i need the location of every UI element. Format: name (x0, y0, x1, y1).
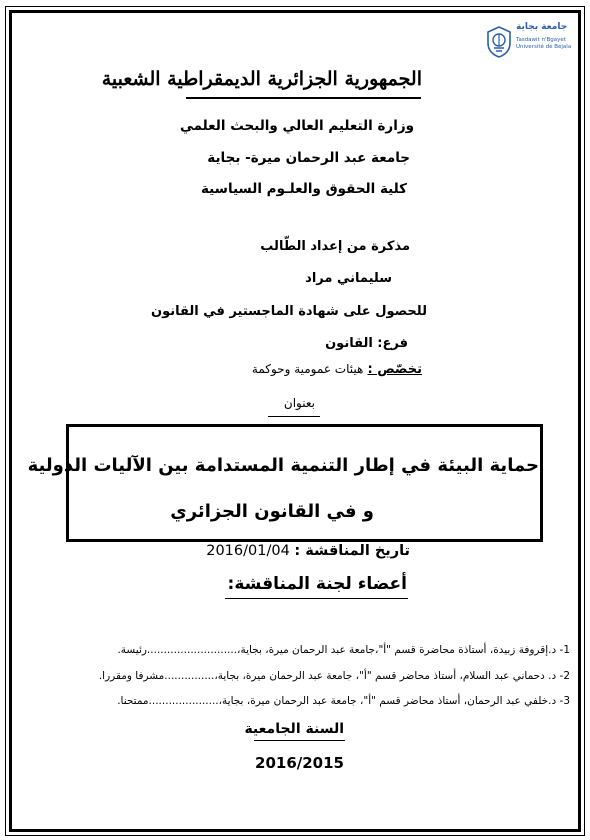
committee-member: 2- د. دحماني عبد السلام، أستاذ محاضر قسم "أ"، جامعة عبد الرحمان ميرة، بجاية،...............مشرفا ومقررا. (98, 670, 570, 682)
degree-line: للحصول على شهادة الماجستير في القانون (151, 304, 427, 319)
defense-date-line (206, 544, 410, 559)
university-name: جامعة عبد الرحمان ميرة- بجاية (207, 150, 410, 166)
republic-underline (186, 97, 421, 99)
specialty-line (252, 363, 422, 376)
student-name: سليماني مراد (305, 271, 392, 286)
committee-underline (225, 598, 408, 599)
thesis-title-line-2: و في القانون الجزائري (170, 501, 374, 522)
logo-arabic-name: جامعة بجاية (516, 22, 568, 32)
titled-underline (268, 416, 320, 417)
faculty-name: كلية الحقوق والعلـوم السياسية (200, 181, 407, 197)
logo-line-1: Tasdawit n'Bgayet (516, 37, 566, 43)
defense-date-label: تاريخ المناقشة : (294, 543, 410, 559)
committee-heading: أعضاء لجنة المناقشة: (227, 574, 407, 594)
academic-year-value: 2016/2015 (255, 754, 344, 772)
logo-line-2: Université de Béjaïa (516, 44, 572, 50)
university-logo (486, 22, 572, 66)
thesis-title-box (66, 424, 543, 542)
university-emblem-icon (486, 26, 512, 58)
titled-label: بعنوان (283, 396, 315, 410)
defense-date-value: 2016/01/04 (206, 543, 290, 559)
specialty-value: هيئات عمومية وحوكمة (251, 362, 364, 376)
specialty-label: تخصّص : (367, 362, 422, 377)
branch-line: فرع: القانون (325, 336, 408, 351)
committee-member: 3- د.خلفي عبد الرحمان، أستاذ محاضر قسم "أ"، جامعة عبد الرحمان ميرة، بجاية،.....................ممتحنا. (117, 695, 570, 707)
republic-heading: الجمهورية الجزائرية الديمقراطية الشعبية (101, 68, 422, 90)
thesis-title-line-1: حماية البيئة في إطار التنمية المستدامة بين الآليات الدولية (27, 455, 539, 476)
academic-year-label: السنة الجامعية (244, 721, 344, 737)
prepared-by-label: مذكرة من إعداد الطّالب (260, 239, 410, 254)
committee-member: 1- د.إقروفة زبيدة، أستاذة محاضرة قسم "أ"،جامعة عبد الرحمان ميرة، بجاية،...........................رئيسة. (117, 644, 570, 656)
ministry-name: وزارة التعليم العالي والبحث العلمي (179, 118, 414, 134)
academic-year-underline (254, 740, 345, 741)
